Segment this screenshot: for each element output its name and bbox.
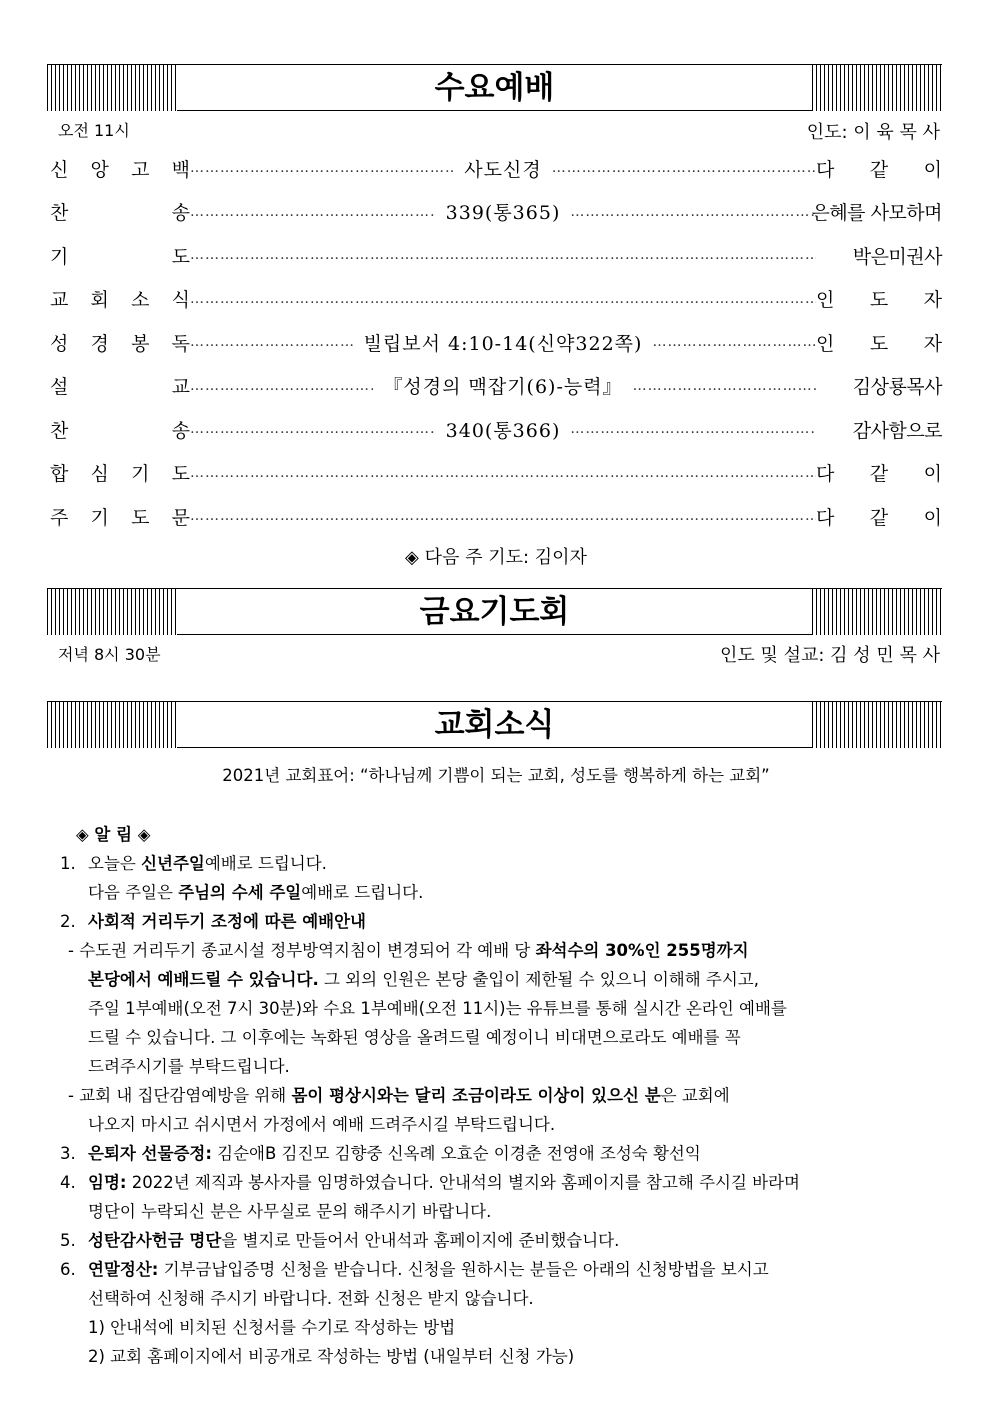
news-item-6 bbox=[60, 1255, 940, 1284]
performer-char: 다 bbox=[816, 506, 835, 529]
order-label bbox=[50, 329, 190, 356]
order-performer bbox=[816, 329, 942, 356]
item-number: 3. bbox=[60, 1144, 76, 1163]
dot-leader bbox=[190, 204, 436, 220]
dot-leader bbox=[190, 421, 436, 437]
label-char: 교 bbox=[50, 289, 69, 311]
emphasis: 몸이 평상시와는 달리 조금이라도 이상이 있으신 분 bbox=[291, 1086, 661, 1105]
dot-leader bbox=[190, 378, 373, 394]
label-char: 기 bbox=[131, 463, 150, 485]
text: 2022년 제직과 봉사자를 임명하였습니다. 안내석의 별지와 홈페이지를 참고해 주시길 바라며 bbox=[126, 1173, 800, 1192]
dot-leader bbox=[190, 334, 354, 350]
performer-char: 같 bbox=[869, 506, 889, 529]
friday-prayer-header bbox=[47, 588, 942, 635]
dot-leader bbox=[190, 160, 454, 176]
performer-char: 자 bbox=[923, 332, 942, 355]
news-item-2-line4: 드릴 수 있습니다. 그 이후에는 녹화된 영상을 올려드릴 예정이니 비대면으로라도 예배를 꼭 bbox=[88, 1028, 741, 1047]
label-char: 송 bbox=[171, 419, 190, 442]
item-number: 5. bbox=[60, 1231, 76, 1250]
order-performer bbox=[816, 416, 942, 443]
emphasis: 본당에서 예배드릴 수 있습니다. bbox=[88, 970, 319, 989]
label-char: 문 bbox=[171, 506, 190, 529]
dot-leader bbox=[190, 291, 816, 307]
label-char: 도 bbox=[131, 506, 150, 529]
news-item-2-line7: 나오지 마시고 쉬시면서 가정에서 예배 드려주시길 부탁드립니다. bbox=[88, 1115, 556, 1134]
emphasis: 연말정산: bbox=[88, 1260, 159, 1279]
order-performer bbox=[816, 285, 942, 312]
order-content: 339(통365) bbox=[445, 202, 561, 224]
text: 오늘은 bbox=[88, 854, 142, 873]
header-hatch-right bbox=[812, 701, 942, 748]
text: 다음 주일은 bbox=[88, 883, 179, 902]
order-performer bbox=[811, 198, 942, 225]
text: 김순애B 김진모 김향중 신옥례 오효순 이경춘 전영애 조성숙 황선익 bbox=[211, 1144, 701, 1163]
news-item-4-line2: 명단이 누락되신 분은 사무실로 문의 해주시기 바랍니다. bbox=[88, 1202, 492, 1221]
worship-order-row bbox=[50, 460, 942, 486]
label-char: 성 bbox=[50, 332, 69, 355]
label-char: 기 bbox=[50, 245, 69, 268]
order-content: 『성경의 맥잡기(6)-능력』 bbox=[383, 376, 623, 398]
order-label bbox=[50, 416, 190, 443]
performer-char: 인 bbox=[816, 289, 835, 311]
dot-leader bbox=[190, 247, 816, 263]
header-hatch-left bbox=[47, 701, 177, 748]
order-content: 빌립보서 4:10-14(신약322쪽) bbox=[363, 332, 643, 355]
order-content: 340(통366) bbox=[445, 419, 561, 442]
order-label bbox=[50, 198, 190, 225]
news-item-1 bbox=[60, 849, 940, 878]
wednesday-leader: 인도: 이 육 목 사 bbox=[806, 122, 940, 143]
item-number: 4. bbox=[60, 1173, 76, 1192]
news-item-2-line3: 주일 1부예배(오전 7시 30분)와 수요 1부예배(오전 11시)는 유튜브를 통해 실시간 온라인 예배를 bbox=[88, 999, 787, 1018]
label-char: 설 bbox=[50, 376, 69, 398]
emphasis: 주님의 수세 주일 bbox=[178, 883, 302, 902]
news-item-2 bbox=[60, 907, 940, 936]
news-item-6-line3: 1) 안내석에 비치된 신청서를 수기로 작성하는 방법 bbox=[88, 1318, 456, 1337]
label-char: 독 bbox=[171, 332, 190, 355]
news-item-3 bbox=[60, 1139, 940, 1168]
label-char: 앙 bbox=[90, 158, 109, 181]
dot-leader bbox=[652, 334, 816, 350]
news-item-2-line6 bbox=[60, 1081, 940, 1110]
label-char: 기 bbox=[90, 506, 109, 529]
worship-order-row bbox=[50, 373, 942, 399]
worship-order-row bbox=[50, 329, 942, 355]
news-item-2-line1 bbox=[60, 936, 940, 965]
item-number: 1. bbox=[60, 854, 76, 873]
label-char: 고 bbox=[131, 158, 150, 181]
news-item-1-line2 bbox=[60, 878, 940, 907]
news-item-6-line2: 선택하여 신청해 주시기 바랍니다. 전화 신청은 받지 않습니다. bbox=[88, 1289, 534, 1308]
label-char: 송 bbox=[171, 202, 190, 224]
order-performer bbox=[816, 459, 942, 486]
emphasis: 신년주일 bbox=[141, 854, 205, 873]
text: 을 별지로 만들어서 안내석과 홈페이지에 준비했습니다. bbox=[221, 1231, 620, 1250]
performer-char: 다 bbox=[816, 463, 835, 485]
performer-text: 감사함으로 bbox=[852, 419, 942, 442]
item-number: 2. bbox=[60, 912, 76, 931]
friday-leader: 인도 및 설교: 김 성 민 목 사 bbox=[720, 645, 940, 666]
performer-char: 도 bbox=[869, 332, 889, 355]
order-performer bbox=[816, 372, 942, 399]
dot-leader bbox=[570, 421, 816, 437]
news-item-2-line2 bbox=[60, 965, 940, 994]
emphasis: 사회적 거리두기 조정에 따른 예배안내 bbox=[88, 912, 367, 931]
order-performer bbox=[816, 503, 942, 530]
order-label bbox=[50, 459, 190, 486]
church-motto: 2021년 교회표어: “하나님께 기쁨이 되는 교회, 성도를 행복하게 하는 교회” bbox=[222, 766, 770, 785]
text: 예배로 드립니다. bbox=[301, 883, 424, 902]
order-label bbox=[50, 285, 190, 312]
label-char: 소 bbox=[131, 289, 150, 311]
church-news-header bbox=[47, 701, 942, 748]
dot-leader bbox=[190, 465, 816, 481]
header-hatch-right bbox=[812, 588, 942, 635]
text: 기부금납입증명 신청을 받습니다. 신청을 원하시는 분들은 아래의 신청방법을 보시고 bbox=[158, 1260, 769, 1279]
worship-order-row bbox=[50, 286, 942, 312]
order-performer bbox=[816, 242, 942, 269]
wednesday-service-header bbox=[47, 64, 942, 111]
label-char: 도 bbox=[171, 245, 190, 268]
performer-char: 이 bbox=[923, 463, 942, 485]
news-item-5 bbox=[60, 1226, 940, 1255]
performer-char: 인 bbox=[816, 332, 835, 355]
header-hatch-right bbox=[812, 64, 942, 111]
performer-char: 같 bbox=[869, 463, 889, 485]
worship-order-row bbox=[50, 416, 942, 442]
header-hatch-left bbox=[47, 588, 177, 635]
label-char: 경 bbox=[90, 332, 109, 355]
news-body bbox=[60, 820, 940, 1371]
label-char: 회 bbox=[90, 289, 109, 311]
performer-text: 은혜를 사모하며 bbox=[811, 202, 942, 224]
emphasis: 성탄감사헌금 명단 bbox=[88, 1231, 222, 1250]
item-number: 6. bbox=[60, 1260, 76, 1279]
emphasis: 좌석수의 30%인 255명까지 bbox=[535, 941, 749, 960]
performer-text: 김상룡목사 bbox=[852, 376, 942, 398]
dot-leader bbox=[552, 160, 816, 176]
dot-leader bbox=[570, 204, 816, 220]
news-item-2-line5: 드려주시기를 부탁드립니다. bbox=[88, 1057, 290, 1076]
dot-leader bbox=[190, 508, 816, 524]
next-prayer: ◈ 다음 주 기도: 김이자 bbox=[405, 547, 587, 568]
label-char: 심 bbox=[90, 463, 109, 485]
emphasis: 임명: bbox=[88, 1173, 127, 1192]
label-char: 찬 bbox=[50, 419, 69, 442]
text: 예배로 드립니다. bbox=[204, 854, 327, 873]
friday-time: 저녁 8시 30분 bbox=[58, 645, 161, 664]
worship-order-row bbox=[50, 503, 942, 529]
performer-char: 이 bbox=[923, 506, 942, 529]
header-hatch-left bbox=[47, 64, 177, 111]
order-label bbox=[50, 242, 190, 269]
performer-char: 자 bbox=[923, 289, 942, 311]
text: - 교회 내 집단감염예방을 위해 bbox=[68, 1086, 292, 1105]
label-char: 신 bbox=[50, 158, 69, 181]
notice-heading: ◈ 알 림 ◈ bbox=[76, 825, 151, 844]
text: 그 외의 인원은 본당 출입이 제한될 수 있으니 이해해 주시고, bbox=[318, 970, 759, 989]
wednesday-time: 오전 11시 bbox=[58, 121, 130, 140]
news-item-4 bbox=[60, 1168, 940, 1197]
label-char: 봉 bbox=[131, 332, 150, 355]
order-content: 사도신경 bbox=[464, 158, 542, 181]
emphasis: 은퇴자 선물증정: bbox=[88, 1144, 212, 1163]
worship-order-row bbox=[50, 242, 942, 268]
order-performer bbox=[816, 155, 942, 182]
wednesday-service-title: 수요예배 bbox=[177, 64, 812, 110]
performer-char: 같 bbox=[869, 158, 889, 181]
label-char: 교 bbox=[171, 376, 190, 398]
performer-char: 다 bbox=[816, 158, 835, 181]
order-label bbox=[50, 503, 190, 530]
worship-order-row bbox=[50, 199, 942, 225]
label-char: 합 bbox=[50, 463, 69, 485]
label-char: 도 bbox=[171, 463, 190, 485]
text: 은 교회에 bbox=[660, 1086, 730, 1105]
order-label bbox=[50, 372, 190, 399]
label-char: 찬 bbox=[50, 202, 69, 224]
friday-prayer-title: 금요기도회 bbox=[177, 588, 812, 634]
dot-leader bbox=[633, 378, 816, 394]
performer-char: 도 bbox=[869, 289, 889, 311]
news-item-6-line4: 2) 교회 홈페이지에서 비공개로 작성하는 방법 (내일부터 신청 가능) bbox=[88, 1347, 575, 1366]
performer-text: 박은미권사 bbox=[852, 245, 942, 268]
label-char: 백 bbox=[171, 158, 190, 181]
church-news-title: 교회소식 bbox=[177, 701, 812, 747]
worship-order-row bbox=[50, 155, 942, 181]
performer-char: 이 bbox=[923, 158, 942, 181]
order-label bbox=[50, 155, 190, 182]
label-char: 주 bbox=[50, 506, 69, 529]
text: - 수도권 거리두기 종교시설 정부방역지침이 변경되어 각 예배 당 bbox=[68, 941, 536, 960]
label-char: 식 bbox=[171, 289, 190, 311]
